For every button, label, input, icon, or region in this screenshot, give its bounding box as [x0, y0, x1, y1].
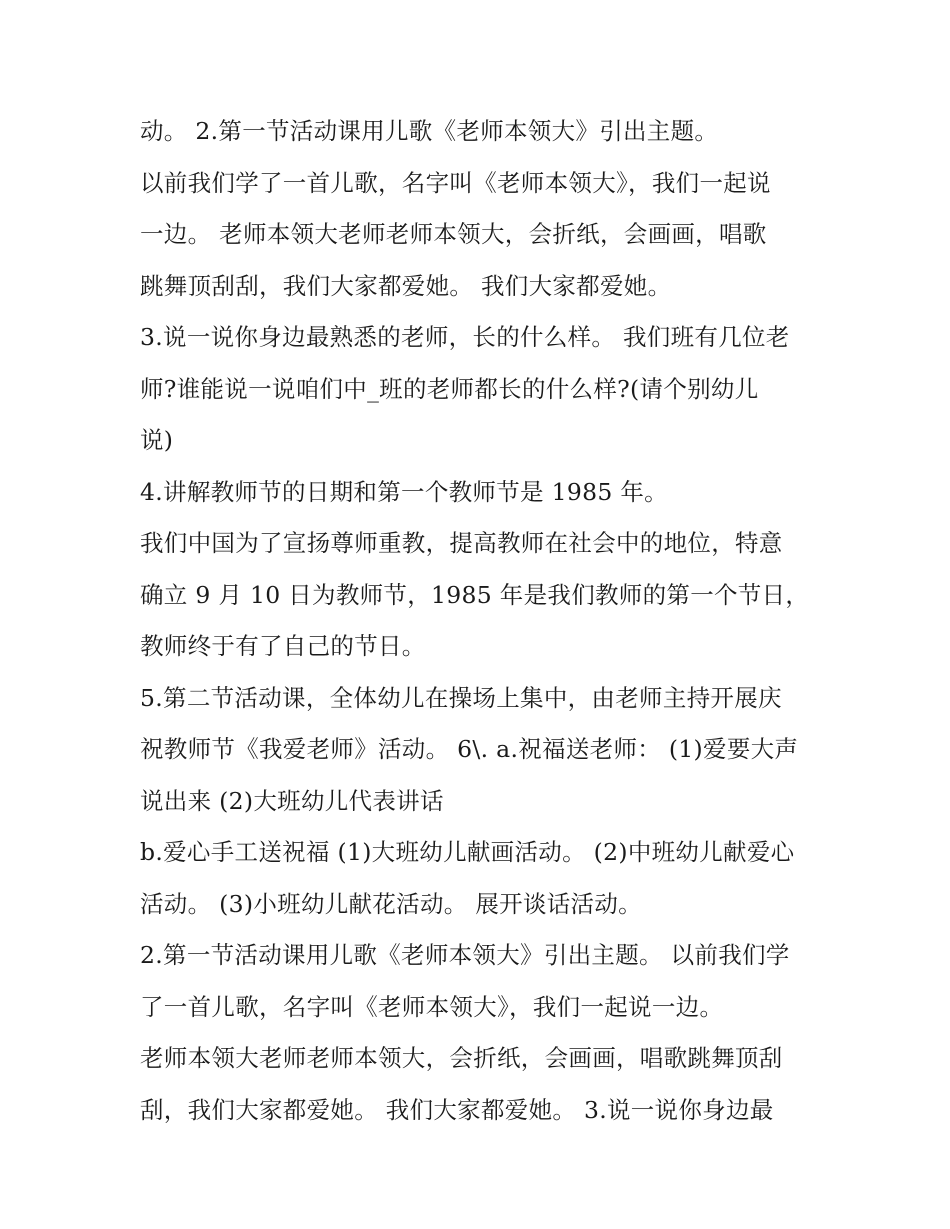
text-line: 以前我们学了一首儿歌，名字叫《老师本领大》，我们一起说	[140, 168, 771, 197]
text-line: 确立 9 月 10 日为教师节，1985 年是我们教师的第一个节日，	[140, 580, 810, 609]
text-line: 4.讲解教师节的日期和第一个教师节是 1985 年。	[140, 477, 668, 506]
text-line: 我们中国为了宣扬尊师重教，提高教师在社会中的地位，特意	[140, 529, 783, 557]
text-line: 跳舞顶刮刮，我们大家都爱她。 我们大家都爱她。	[140, 271, 672, 300]
text-line: 教师终于有了自己的节日。	[140, 632, 426, 660]
text-line: 动。 2.第一节活动课用儿歌《老师本领大》引出主题。	[140, 117, 719, 145]
text-line: 祝教师节《我爱老师》活动。 6\. a.祝福送老师： (1)爱要大声	[140, 735, 799, 763]
document-body	[140, 106, 840, 1136]
text-line: 了一首儿歌，名字叫《老师本领大》，我们一起说一边。	[140, 992, 724, 1021]
text-line: 一边。 老师本领大老师老师本领大，会折纸，会画画，唱歌	[140, 220, 767, 248]
text-line: 3.说一说你身边最熟悉的老师，长的什么样。 我们班有几位老	[140, 323, 790, 351]
text-line: b.爱心手工送祝福 (1)大班幼儿献画活动。 (2)中班幼儿献爱心	[140, 838, 795, 866]
text-line: 刮，我们大家都爱她。 我们大家都爱她。 3.说一说你身边最	[140, 1095, 774, 1124]
text-line: 说出来 (2)大班幼儿代表讲话	[140, 786, 444, 815]
text-line: 2.第一节活动课用儿歌《老师本领大》引出主题。 以前我们学	[140, 941, 790, 969]
text-line: 5.第二节活动课，全体幼儿在操场上集中，由老师主持开展庆	[140, 683, 782, 712]
text-line: 说)	[140, 426, 174, 454]
text-line: 师?谁能说一说咱们中_班的老师都长的什么样?(请个别幼儿	[140, 374, 759, 403]
text-line: 活动。 (3)小班幼儿献花活动。 展开谈话活动。	[140, 889, 642, 918]
text-line: 老师本领大老师老师本领大，会折纸，会画画，唱歌跳舞顶刮	[140, 1044, 783, 1072]
